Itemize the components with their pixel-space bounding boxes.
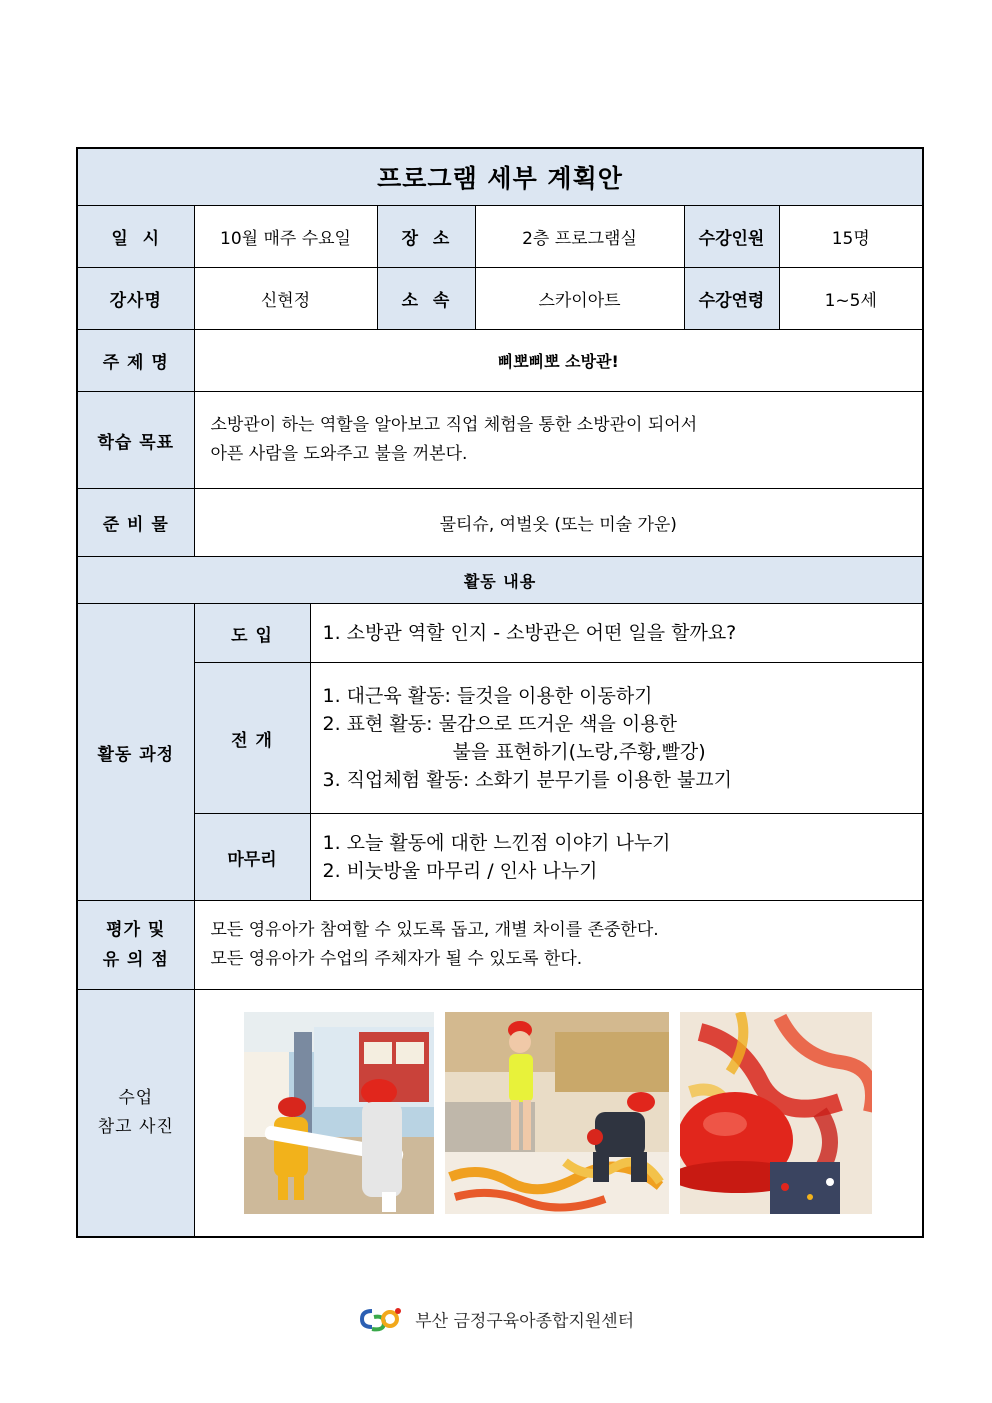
photo-helmet-paint xyxy=(680,1012,872,1214)
develop-line: 3. 직업체험 활동: 소화기 분무기를 이용한 불끄기 xyxy=(322,769,732,791)
evaluation-text xyxy=(194,901,923,990)
teacher-value: 신현정 xyxy=(194,268,377,330)
affiliation-label: 소 속 xyxy=(377,268,475,330)
develop-line: 불을 표현하기(노랑,주황,빨강) xyxy=(452,741,706,763)
closing-text xyxy=(310,814,923,901)
photos-label-line: 수업 xyxy=(118,1087,154,1108)
materials-label: 준 비 물 xyxy=(77,489,194,557)
teacher-label: 강사명 xyxy=(77,268,194,330)
count-value: 15명 xyxy=(779,206,923,268)
photos-label-line: 참고 사진 xyxy=(97,1116,174,1137)
evaluation-label-line: 유 의 점 xyxy=(102,950,169,970)
page-title: 프로그램 세부 계획안 xyxy=(77,148,923,206)
evaluation-label xyxy=(77,901,194,990)
closing-label: 마무리 xyxy=(194,814,310,901)
place-value: 2층 프로그램실 xyxy=(475,206,684,268)
affiliation-value: 스카이아트 xyxy=(475,268,684,330)
date-value: 10월 매주 수요일 xyxy=(194,206,377,268)
goal-line: 소방관이 하는 역할을 알아보고 직업 체험을 통한 소방관이 되어서 xyxy=(210,415,698,435)
center-logo-icon xyxy=(358,1305,406,1338)
plan-table xyxy=(76,147,924,1238)
develop-line: 1. 대근육 활동: 들것을 이용한 이동하기 xyxy=(322,685,653,707)
topic-value: 삐뽀삐뽀 소방관! xyxy=(194,330,923,392)
photo-strip xyxy=(194,990,923,1237)
develop-line: 2. 표현 활동: 물감으로 뜨거운 색을 이용한 xyxy=(322,713,677,735)
intro-label: 도 입 xyxy=(194,604,310,663)
place-label: 장 소 xyxy=(377,206,475,268)
intro-text xyxy=(310,604,923,663)
evaluation-line: 모든 영유아가 참여할 수 있도록 돕고, 개별 차이를 존중한다. xyxy=(210,920,659,940)
process-label: 활동 과정 xyxy=(77,604,194,901)
footer-text: 부산 금정구육아종합지원센터 xyxy=(415,1311,635,1332)
materials-value: 물티슈, 여벌옷 (또는 미술 가운) xyxy=(194,489,923,557)
photo-painting-activity xyxy=(445,1012,669,1214)
topic-label: 주 제 명 xyxy=(77,330,194,392)
develop-label: 전 개 xyxy=(194,663,310,814)
count-label: 수강인원 xyxy=(684,206,779,268)
age-label: 수강연령 xyxy=(684,268,779,330)
goal-label: 학습 목표 xyxy=(77,392,194,489)
evaluation-label-line: 평가 및 xyxy=(106,920,166,940)
closing-line: 2. 비눗방울 마무리 / 인사 나누기 xyxy=(322,860,598,882)
goal-text xyxy=(194,392,923,489)
photo-stretcher-activity xyxy=(244,1012,434,1214)
date-label: 일 시 xyxy=(77,206,194,268)
goal-line: 아픈 사람을 도와주고 불을 꺼본다. xyxy=(210,444,468,464)
photos-label xyxy=(77,990,194,1237)
closing-line: 1. 오늘 활동에 대한 느낀점 이야기 나누기 xyxy=(322,832,671,854)
activity-header: 활동 내용 xyxy=(77,557,923,604)
develop-text xyxy=(310,663,923,814)
evaluation-line: 모든 영유아가 수업의 주체자가 될 수 있도록 한다. xyxy=(210,949,583,969)
footer xyxy=(0,1305,992,1338)
intro-line: 1. 소방관 역할 인지 - 소방관은 어떤 일을 할까요? xyxy=(322,622,737,644)
age-value: 1~5세 xyxy=(779,268,923,330)
